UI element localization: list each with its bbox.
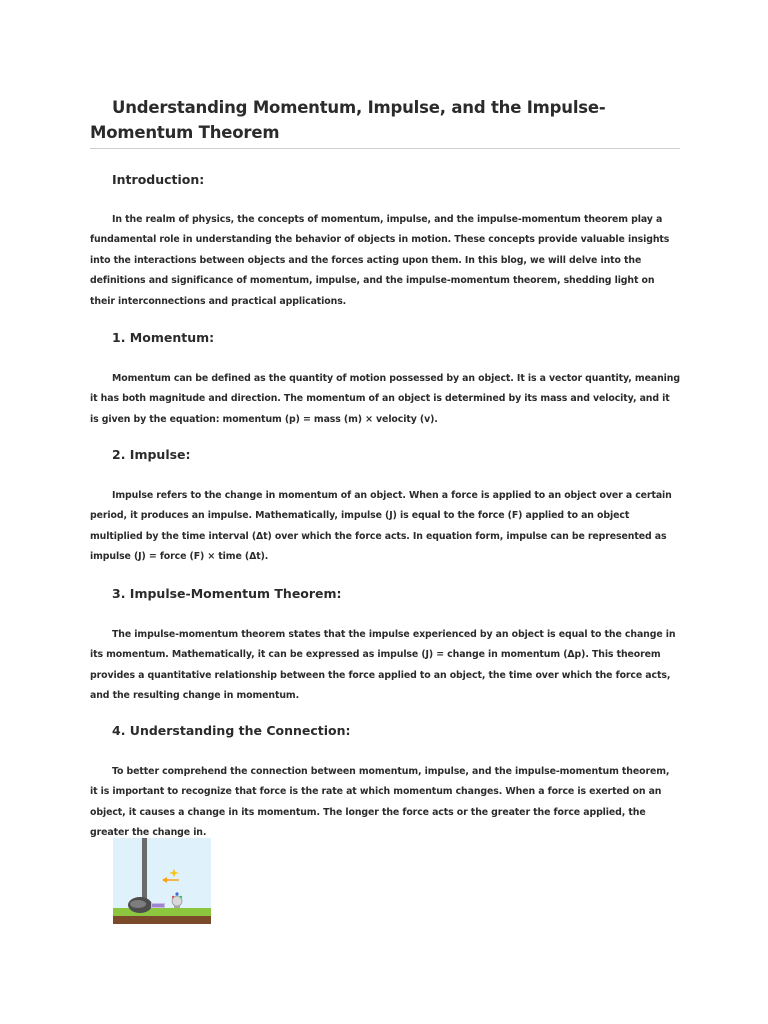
section-heading-introduction: Introduction: [112,172,205,187]
section-heading-theorem: 3. Impulse-Momentum Theorem: [112,586,342,601]
section-body-connection: To better comprehend the connection between momentum, impulse, and the impulse-momentum theorem, it is important to recognize that force is the rate at which momentum changes. When a force is exerted on an object, it causes a change in its momentum. The longer the force acts or the greater the force applied, the greater the change in. [90,766,670,839]
section-heading-impulse: 2. Impulse: [112,447,191,462]
page-title: Understanding Momentum, Impulse, and the Impulse-Momentum Theorem [90,98,606,142]
section-body-theorem: The impulse-momentum theorem states that the impulse experienced by an object is equal to the change in its momentum. Mathematically, it can be expressed as impulse (J) = change in momentum (Δp). This theorem provides a quantitative relationship between the force applied to an object, the time over which the force acts, and the resulting change in momentum. [90,629,676,702]
section-body-momentum: Momentum can be defined as the quantity of motion possessed by an object. It is a vector quantity, meaning it has both magnitude and direction. The momentum of an object is determined by its mass and velocity, and it is given by the equation: momentum (p) = mass (m) × velocity (v). [90,373,680,425]
golf-club-hitting-ball-illustration-icon [113,838,211,924]
section-heading-momentum: 1. Momentum: [112,330,215,345]
title-divider [90,148,680,149]
section-heading-connection: 4. Understanding the Connection: [112,723,351,738]
section-body-impulse: Impulse refers to the change in momentum of an object. When a force is applied to an object over a certain period, it produces an impulse. Mathematically, impulse (J) is equal to the force (F) applied to an object multiplied by the time interval (Δt) over which the force acts. In equation form, impulse can be represented as impulse (J) = force (F) × time (Δt). [90,490,672,563]
section-body-introduction: In the realm of physics, the concepts of momentum, impulse, and the impulse-momentum theorem play a fundamental role in understanding the behavior of objects in motion. These concepts provide valuable insights into the interactions between objects and the forces acting upon them. In this blog, we will delve into the definitions and significance of momentum, impulse, and the impulse-momentum theorem, shedding light on their interconnections and practical applications. [90,214,670,307]
